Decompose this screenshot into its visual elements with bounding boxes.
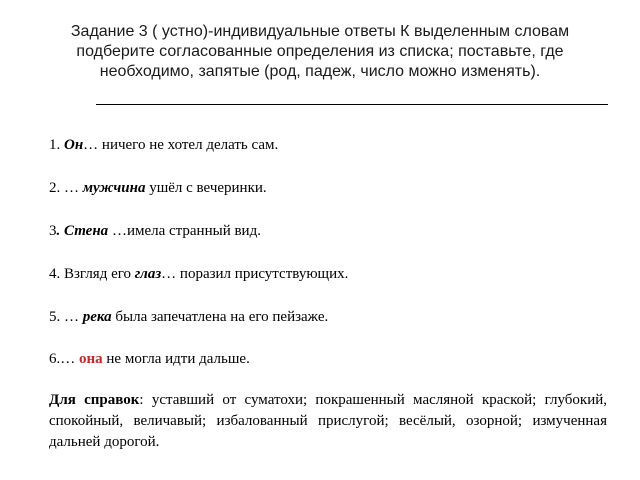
- sentence-4-prefix: 4. Взгляд его: [49, 266, 135, 282]
- sentence-5-prefix: 5. …: [49, 309, 83, 325]
- sentence-2-rest: ушёл с вечеринки.: [145, 180, 267, 196]
- divider-line: [96, 104, 608, 105]
- sentence-4-keyword: глаз: [134, 266, 162, 282]
- sentence-4-rest: … поразил присутствующих.: [161, 266, 349, 282]
- sentence-3: [49, 222, 261, 240]
- sentence-2-prefix: 2. …: [49, 180, 83, 196]
- sentence-1-keyword: Он: [64, 137, 84, 153]
- task-heading-line-3: необходимо, запятые (род, падеж, число можно изменять).: [99, 63, 541, 80]
- sentence-6-keyword: она: [79, 351, 103, 367]
- sentence-2-keyword: мужчина: [82, 180, 146, 196]
- sentence-1-rest: … ничего не хотел делать сам.: [83, 137, 279, 153]
- sentence-6-prefix: 6.…: [49, 351, 79, 367]
- sentence-6-rest: не могла идти дальше.: [102, 351, 250, 367]
- sentence-1: [49, 136, 278, 154]
- sentence-5-keyword: река: [82, 309, 112, 325]
- sentence-3-rest: …имела странный вид.: [108, 223, 261, 239]
- reference-text: : уставший от суматохи; покрашенный масляной краской; глубокий, спокойный, величавый; избалованный прислугой; весёлый, озорной; измученная дальней дорогой.: [49, 392, 607, 450]
- reference-label: Для справок: [49, 392, 140, 408]
- sentence-6: [49, 350, 250, 368]
- sentence-4: [49, 265, 348, 283]
- sentence-2: [49, 179, 267, 197]
- sentence-5-rest: была запечатлена на его пейзаже.: [111, 309, 329, 325]
- task-heading-line-2: подберите согласованные определения из списка; поставьте, где: [76, 43, 564, 60]
- task-heading: [20, 22, 620, 82]
- sentence-1-prefix: 1.: [49, 137, 64, 153]
- sentence-5: [49, 308, 328, 326]
- sentence-3-keyword: . Стена: [56, 223, 109, 239]
- sentence-3-prefix: 3: [49, 223, 57, 239]
- reference-paragraph: [49, 390, 607, 453]
- task-heading-line-1: Задание 3 ( устно)-индивидуальные ответы К выделенным словам: [70, 23, 570, 40]
